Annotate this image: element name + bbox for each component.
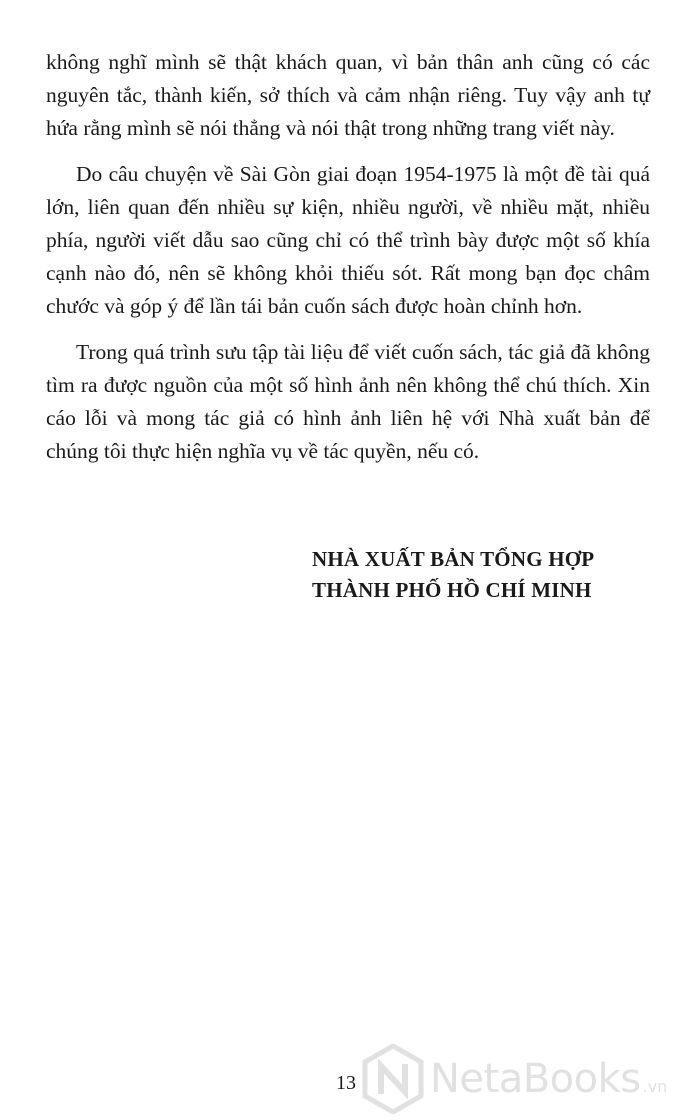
- document-body: [46, 46, 650, 481]
- watermark-text: [430, 1056, 667, 1102]
- publisher-name-line-1: NHÀ XUẤT BẢN TỔNG HỢP: [312, 547, 595, 571]
- paragraph-continuation: không nghĩ mình sẽ thật khách quan, vì bản thân anh cũng có các nguyên tắc, thành kiến, sở thích và cảm nhận riêng. Tuy vậy anh tự hứa rằng mình sẽ nói thẳng và nói thật trong những trang viết này.: [46, 50, 650, 140]
- watermark-brand: NetaBooks: [430, 1056, 641, 1102]
- watermark-suffix: .vn: [642, 1077, 668, 1096]
- netabooks-watermark: [362, 1040, 698, 1118]
- publisher-signature: [312, 544, 672, 606]
- page-number: 13: [336, 1072, 356, 1094]
- publisher-name-line-2: THÀNH PHỐ HỒ CHÍ MINH: [312, 578, 592, 602]
- netabooks-logo-icon: [362, 1044, 424, 1114]
- paragraph-image-credits: Trong quá trình sưu tập tài liệu để viết cuốn sách, tác giả đã không tìm ra được nguồn của một số hình ảnh nên không thể chú thích. Xin cáo lỗi và mong tác giả có hình ảnh liên hệ với Nhà xuất bản để chúng tôi thực hiện nghĩa vụ về tác quyền, nếu có.: [46, 340, 650, 463]
- paragraph-scope-note: Do câu chuyện về Sài Gòn giai đoạn 1954-1975 là một đề tài quá lớn, liên quan đến nhiều sự kiện, nhiều người, về nhiều mặt, nhiều phía, người viết dẫu sao cũng chỉ có thể trình bày được một số khía cạnh nào đó, nên sẽ không khỏi thiếu sót. Rất mong bạn đọc châm chước và góp ý để lần tái bản cuốn sách được hoàn chỉnh hơn.: [46, 162, 650, 318]
